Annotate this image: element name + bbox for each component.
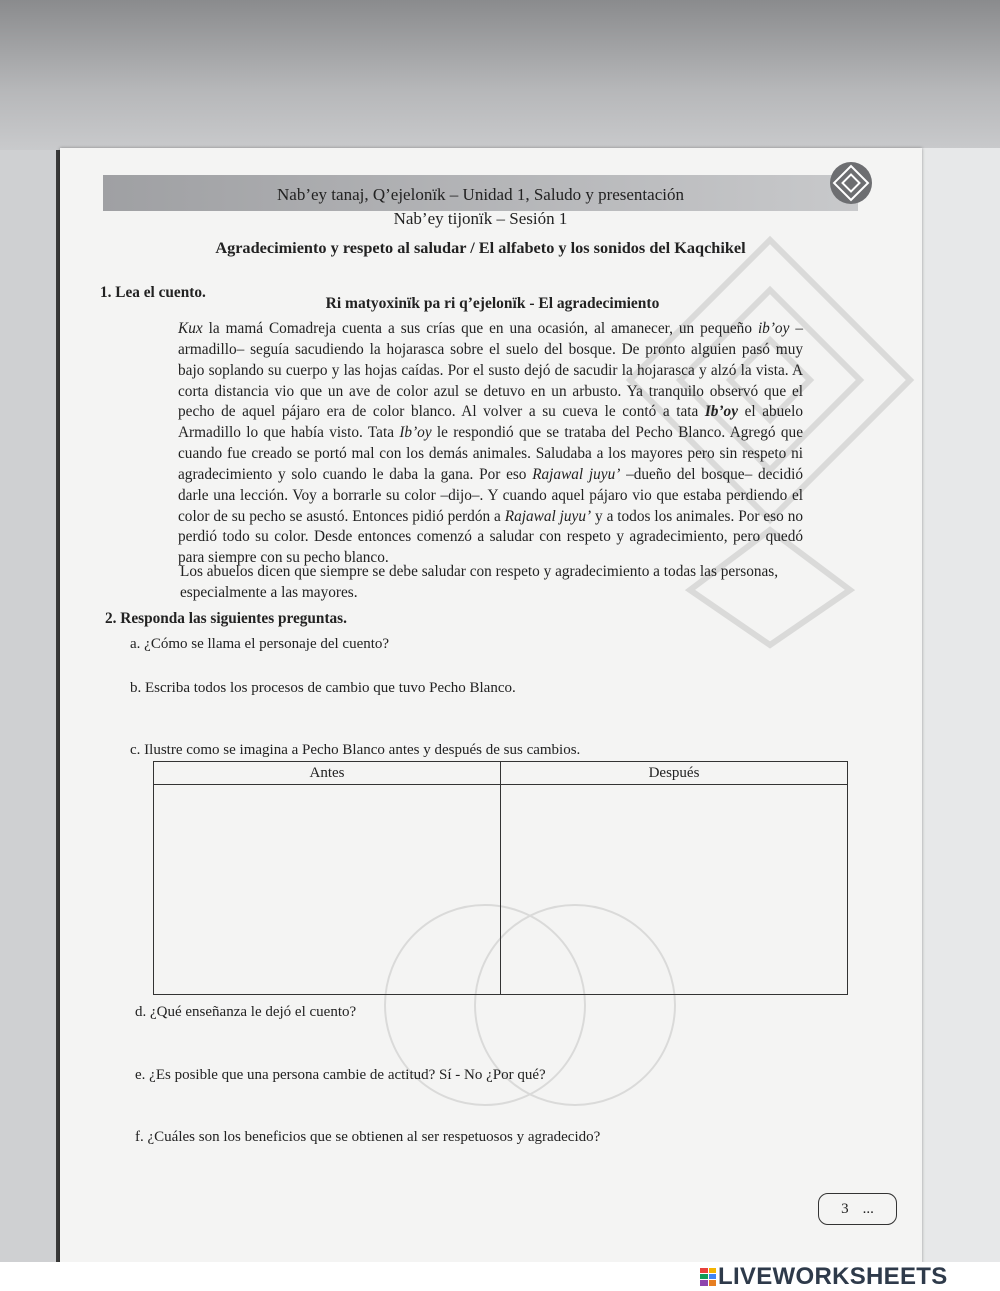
next-page-edge <box>922 148 1000 1268</box>
question-e: e. ¿Es posible que una persona cambie de actitud? Sí - No ¿Por qué? <box>135 1067 546 1083</box>
brand-text: LIVEWORKSHEETS <box>718 1262 948 1290</box>
section1-heading: 1. Lea el cuento. <box>100 284 206 301</box>
session-title: Nab’ey tijonïk – Sesión 1 <box>393 209 568 228</box>
liveworksheets-brand <box>700 1262 948 1291</box>
page-number-box <box>818 1193 897 1225</box>
page-number: 3 <box>841 1200 849 1217</box>
lesson-subtitle: Agradecimiento y respeto al saludar / El alfabeto y los sonidos del Kaqchikel <box>215 238 746 257</box>
question-d: d. ¿Qué enseñanza le dejó el cuento? <box>135 1004 357 1020</box>
page-dots: ... <box>862 1200 874 1217</box>
question-b: b. Escriba todos los procesos de cambio que tuvo Pecho Blanco. <box>130 680 516 696</box>
story-closing: Los abuelos dicen que siempre se debe saludar con respeto y agradecimiento a todas las personas, especialmente a las mayores. <box>180 563 779 601</box>
table-header-before: Antes <box>154 762 501 785</box>
table-header-after: Después <box>501 762 848 785</box>
question-f: f. ¿Cuáles son los beneficios que se obtienen al ser respetuosos y agradecido? <box>135 1129 601 1145</box>
story-paragraph: Kux la mamá Comadreja cuenta a sus crías que en una ocasión, al amanecer, un pequeño ib’oy – armadillo– seguía sacudiendo la hojarasca sobre el suelo del bosque. De pronto alguien pasó muy bajo soplando su cuerpo y las hojas caídas. Por el susto dejó de sacudir la hojarasca y alzó la vista. A corta distancia vio que un ave de color azul se detuvo en un arbusto. Ya tranquilo observó que el pecho de aquel pájaro era de color blanco. Al volver a su cueva le contó a tata Ib’oy el abuelo Armadillo lo que había visto. Tata Ib’oy le respondió que se trataba del Pecho Blanco. Agregó que cuando fue creado se portó mal con los demás animales. Saludaba a los mayores pero sin respeto ni agradecimiento y solo cuando le daba la gana. Por eso Rajawal juyu’ –dueño del bosque– decidió darle una lección. Voy a borrarle su color –dijo–. Y cuando aquel pájaro vio que estaba perdiendo el color de su pecho se asustó. Entonces pidió perdón a Rajawal juyu’ y a todos los animales. Por eso no perdió todo su color. Desde entonces comenzó a saludar con respeto y agradecimiento, pero quedó para siempre con su pecho blanco. <box>178 320 803 567</box>
unit-title: Nab’ey tanaj, Q’ejelonïk – Unidad 1, Saludo y presentación <box>277 185 684 204</box>
liveworksheets-logo-icon <box>700 1268 716 1286</box>
story-title: Ri matyoxinïk pa ri q’ejelonïk - El agradecimiento <box>325 295 660 312</box>
question-a: a. ¿Cómo se llama el personaje del cuento? <box>130 636 390 652</box>
question-c: c. Ilustre como se imagina a Pecho Blanco antes y después de sus cambios. <box>130 742 581 758</box>
before-after-table <box>153 761 848 995</box>
drawing-area-after[interactable] <box>501 785 848 995</box>
drawing-area-before[interactable] <box>154 785 501 995</box>
scan-background <box>0 0 1000 150</box>
section2-heading: 2. Responda las siguientes preguntas. <box>105 610 347 627</box>
